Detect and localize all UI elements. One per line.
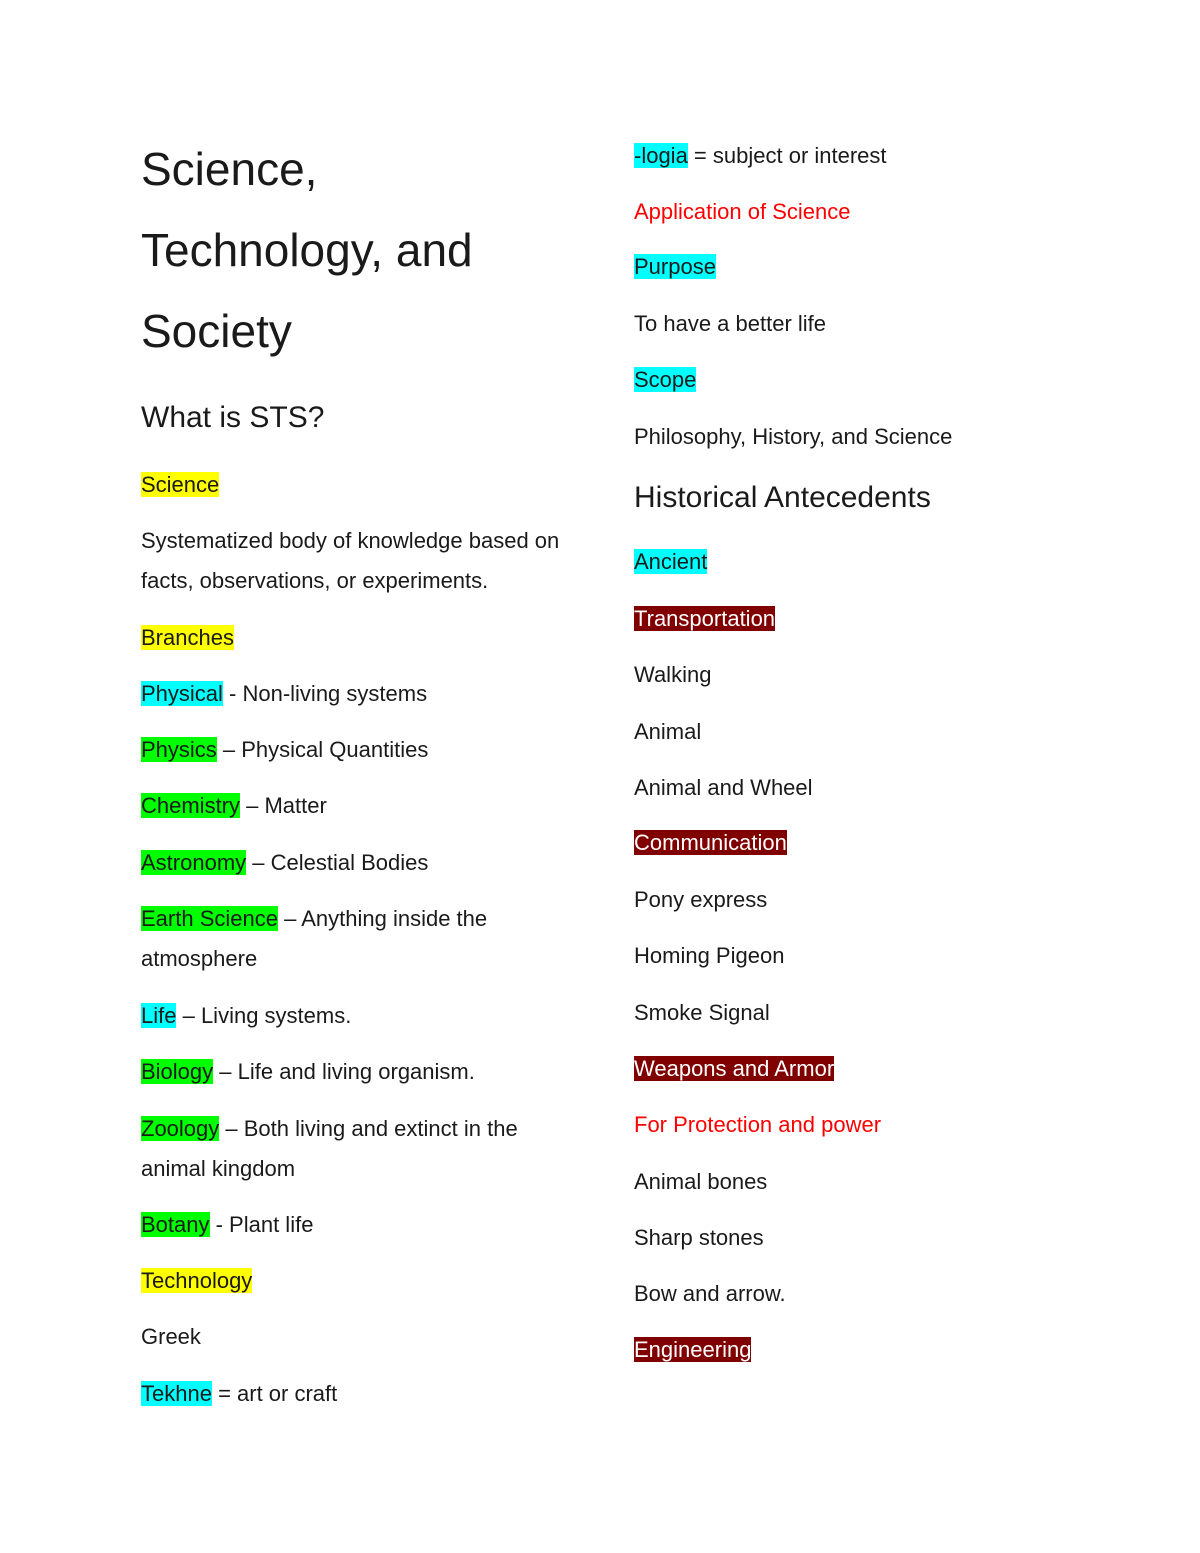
science-label: Science — [141, 472, 220, 497]
tekhne-desc: = art or craft — [211, 1381, 338, 1406]
earth-science-desc: – Anything inside the atmosphere — [141, 906, 488, 971]
communication-label: Communication — [634, 830, 787, 855]
branch-earth-science — [141, 899, 571, 979]
stones-item: Sharp stones — [634, 1225, 764, 1250]
animal-wheel-item: Animal and Wheel — [634, 775, 813, 800]
heading-what-is-sts: What is STS? — [141, 401, 325, 434]
scope-desc: Philosophy, History, and Science — [634, 424, 953, 449]
term-transportation — [634, 606, 775, 632]
term-tekhne — [141, 1381, 337, 1407]
pigeon-item: Homing Pigeon — [634, 943, 785, 968]
biology-label: Biology — [141, 1059, 214, 1084]
protection-text: For Protection and power — [634, 1112, 882, 1137]
botany-label: Botany — [141, 1212, 210, 1237]
term-engineering — [634, 1337, 751, 1363]
pony-item: Pony express — [634, 887, 768, 912]
animal-item: Animal — [634, 719, 702, 744]
chemistry-label: Chemistry — [141, 793, 241, 818]
term-weapons — [634, 1056, 834, 1082]
chemistry-desc: – Matter — [240, 793, 327, 818]
branch-biology — [141, 1059, 475, 1085]
title-line-2: Technology, and — [141, 224, 473, 276]
branch-botany — [141, 1212, 313, 1238]
bow-item: Bow and arrow. — [634, 1281, 786, 1306]
life-label: Life — [141, 1003, 177, 1028]
term-scope — [634, 367, 696, 393]
biology-desc: – Life and living organism. — [213, 1059, 475, 1084]
term-branches — [141, 625, 234, 651]
term-science — [141, 472, 219, 498]
branches-label: Branches — [141, 625, 234, 650]
term-communication — [634, 830, 787, 856]
tekhne-label: Tekhne — [141, 1381, 212, 1406]
title-line-1: Science, — [141, 143, 318, 195]
astronomy-desc: – Celestial Bodies — [246, 850, 429, 875]
logia-desc: = subject or interest — [687, 143, 887, 168]
branch-physical — [141, 681, 427, 707]
logia-label: -logia — [634, 143, 688, 168]
heading-historical-antecedents: Historical Antecedents — [634, 481, 931, 514]
ancient-label: Ancient — [634, 549, 708, 574]
branch-astronomy — [141, 850, 428, 876]
term-technology — [141, 1268, 252, 1294]
term-purpose — [634, 254, 716, 280]
purpose-label: Purpose — [634, 254, 716, 279]
term-logia — [634, 143, 887, 169]
scope-label: Scope — [634, 367, 697, 392]
zoology-label: Zoology — [141, 1116, 220, 1141]
term-ancient — [634, 549, 707, 575]
bones-item: Animal bones — [634, 1169, 768, 1194]
greek-text: Greek — [141, 1324, 201, 1349]
title-line-3: Society — [141, 305, 292, 357]
weapons-label: Weapons and Armor — [634, 1056, 835, 1081]
life-desc: – Living systems. — [176, 1003, 352, 1028]
astronomy-label: Astronomy — [141, 850, 247, 875]
physical-label: Physical — [141, 681, 223, 706]
physics-desc: – Physical Quantities — [216, 737, 429, 762]
botany-desc: - Plant life — [209, 1212, 314, 1237]
earth-science-label: Earth Science — [141, 906, 278, 931]
science-definition: Systematized body of knowledge based on facts, observations, or experiments. — [141, 528, 560, 593]
engineering-label: Engineering — [634, 1337, 752, 1362]
branch-physics — [141, 737, 428, 763]
technology-label: Technology — [141, 1268, 253, 1293]
zoology-desc: – Both living and extinct in the animal kingdom — [141, 1116, 518, 1181]
branch-chemistry — [141, 793, 327, 819]
walking-item: Walking — [634, 662, 712, 687]
purpose-desc: To have a better life — [634, 311, 827, 336]
transportation-label: Transportation — [634, 606, 776, 631]
application-of-science: Application of Science — [634, 199, 851, 224]
physics-label: Physics — [141, 737, 217, 762]
branch-life — [141, 1003, 351, 1029]
branch-zoology — [141, 1109, 571, 1189]
physical-desc: - Non-living systems — [222, 681, 428, 706]
smoke-item: Smoke Signal — [634, 1000, 770, 1025]
